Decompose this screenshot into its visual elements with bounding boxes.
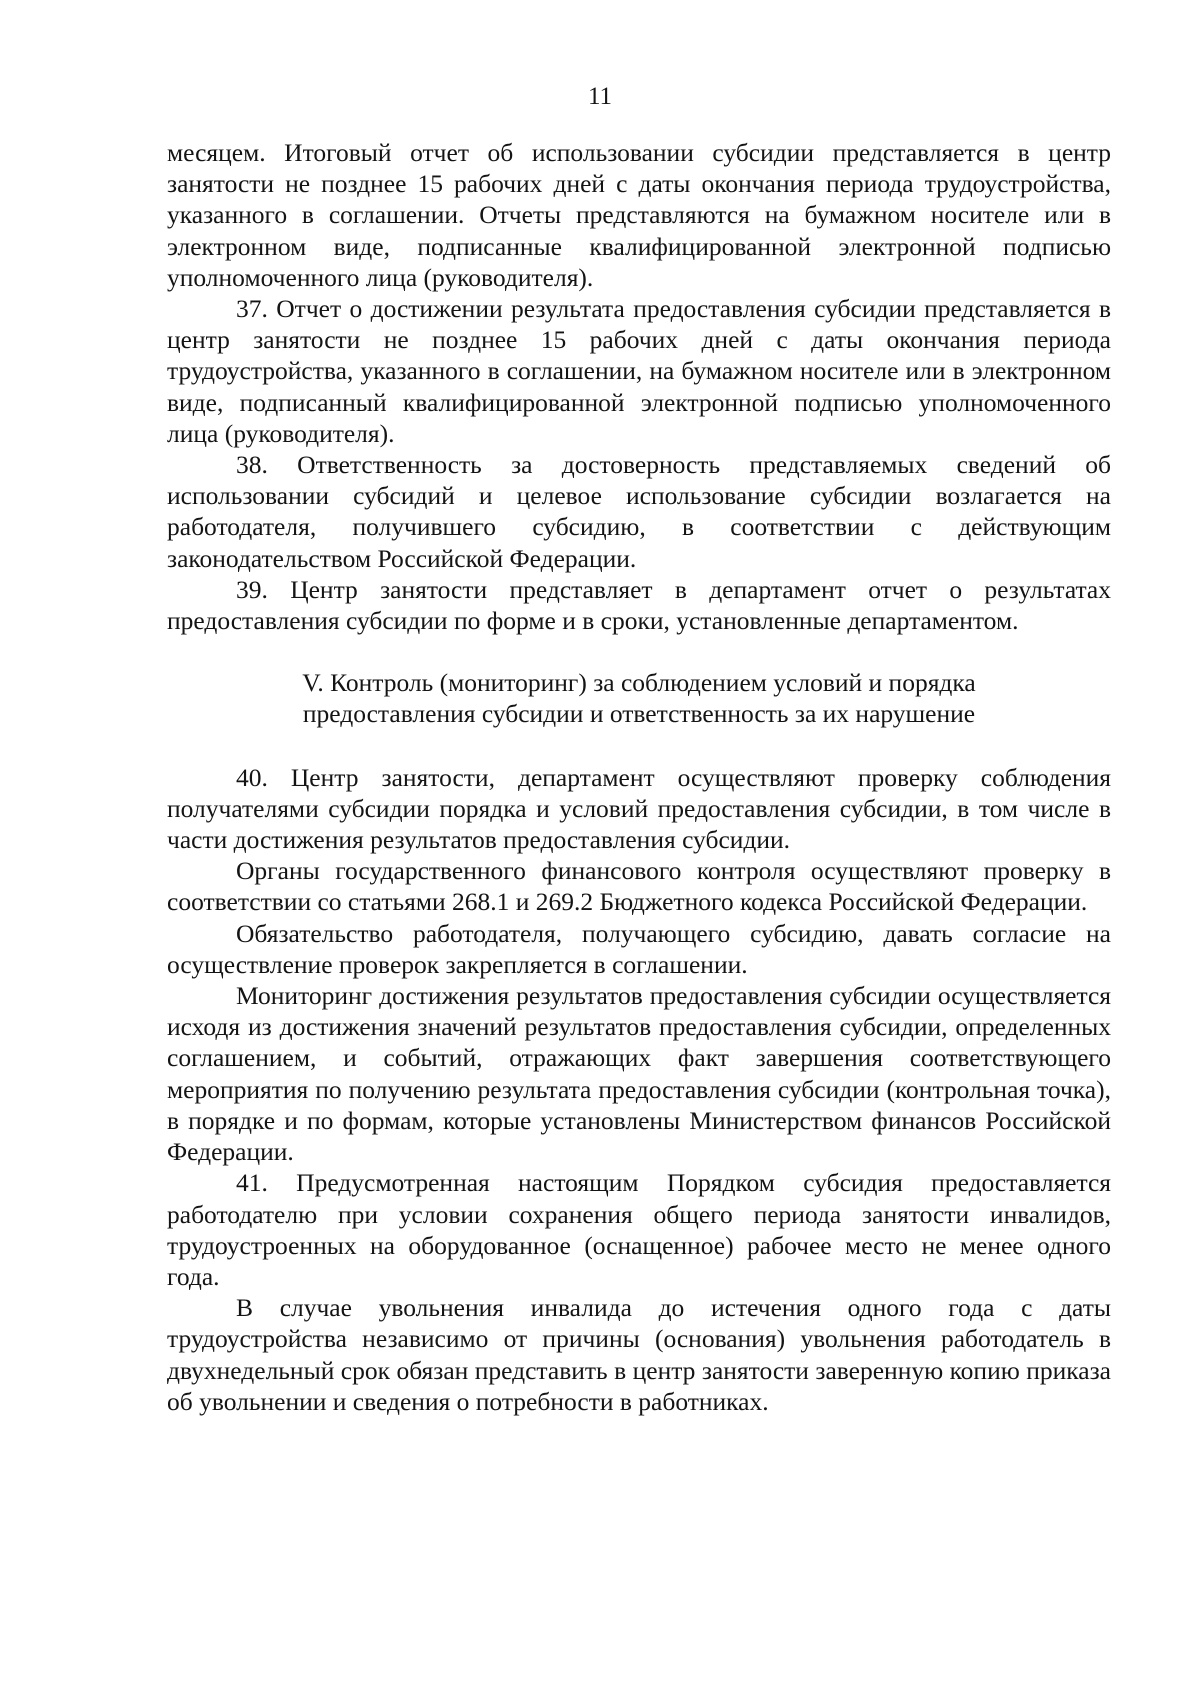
paragraph-monitoring: Мониторинг достижения результатов предоставления субсидии осуществляется исходя из достижения значений результатов предоставления субсидии, определенных соглашением, и событий, отражающих факт завершения соответствующего мероприятия по получению результата предоставления субсидии (контрольная точка), в порядке и по формам, которые установлены Министерством финансов Российской Федерации. (167, 981, 1111, 1167)
paragraph-employer-consent: Обязательство работодателя, получающего субсидию, давать согласие на осуществление проверок закрепляется в соглашении. (167, 918, 1111, 979)
section-heading (167, 667, 1111, 729)
paragraph-financial-control: Органы государственного финансового контроля осуществляют проверку в соответствии со статьями 268.1 и 269.2 Бюджетного кодекса Российской Федерации. (167, 856, 1111, 917)
page-number: 11 (587, 83, 613, 110)
paragraph-report-deadlines: месяцем. Итоговый отчет об использовании субсидии представляется в центр занятости не позднее 15 рабочих дней с даты окончания периода трудоустройства, указанного в соглашении. Отчеты представляются на бумажном носителе или в электронном виде, подписанные квалифицированной электронной подписью уполномоченного лица (руководителя). (167, 138, 1111, 292)
paragraph-dismissal: В случае увольнения инвалида до истечения одного года с даты трудоустройства независимо от причины (основания) увольнения работодатель в двухнедельный срок обязан представить в центр занятости заверенную копию приказа об увольнении и сведения о потребности в работниках. (167, 1293, 1111, 1416)
section-heading-line-2: предоставления субсидии и ответственность за их нарушение (302, 699, 976, 729)
paragraph-40: 40. Центр занятости, департамент осуществляют проверку соблюдения получателями субсидии порядка и условий предоставления субсидии, в том числе в части достижения результатов предоставления субсидии. (167, 762, 1111, 855)
paragraph-37: 37. Отчет о достижении результата предоставления субсидии представляется в центр занятости не позднее 15 рабочих дней с даты окончания периода трудоустройства, указанного в соглашении, на бумажном носителе или в электронном виде, подписанный квалифицированной электронной подписью уполномоченного лица (руководителя). (167, 294, 1111, 448)
document-body (167, 137, 1111, 1417)
paragraph-39: 39. Центр занятости представляет в департамент отчет о результатах предоставления субсидии по форме и в сроки, установленные департаментом. (167, 574, 1111, 636)
section-heading-line-1: V. Контроль (мониторинг) за соблюдением условий и порядка (302, 668, 976, 698)
paragraph-41: 41. Предусмотренная настоящим Порядком субсидия предоставляется работодателю при условии сохранения общего периода занятости инвалидов, трудоустроенных на оборудованное (оснащенное) рабочее место не менее одного года. (167, 1168, 1111, 1291)
paragraph-38: 38. Ответственность за достоверность представляемых сведений об использовании субсидий и целевое использование субсидии возлагается на работодателя, получившего субсидию, в соответствии с действующим законодательством Российской Федерации. (167, 450, 1111, 573)
